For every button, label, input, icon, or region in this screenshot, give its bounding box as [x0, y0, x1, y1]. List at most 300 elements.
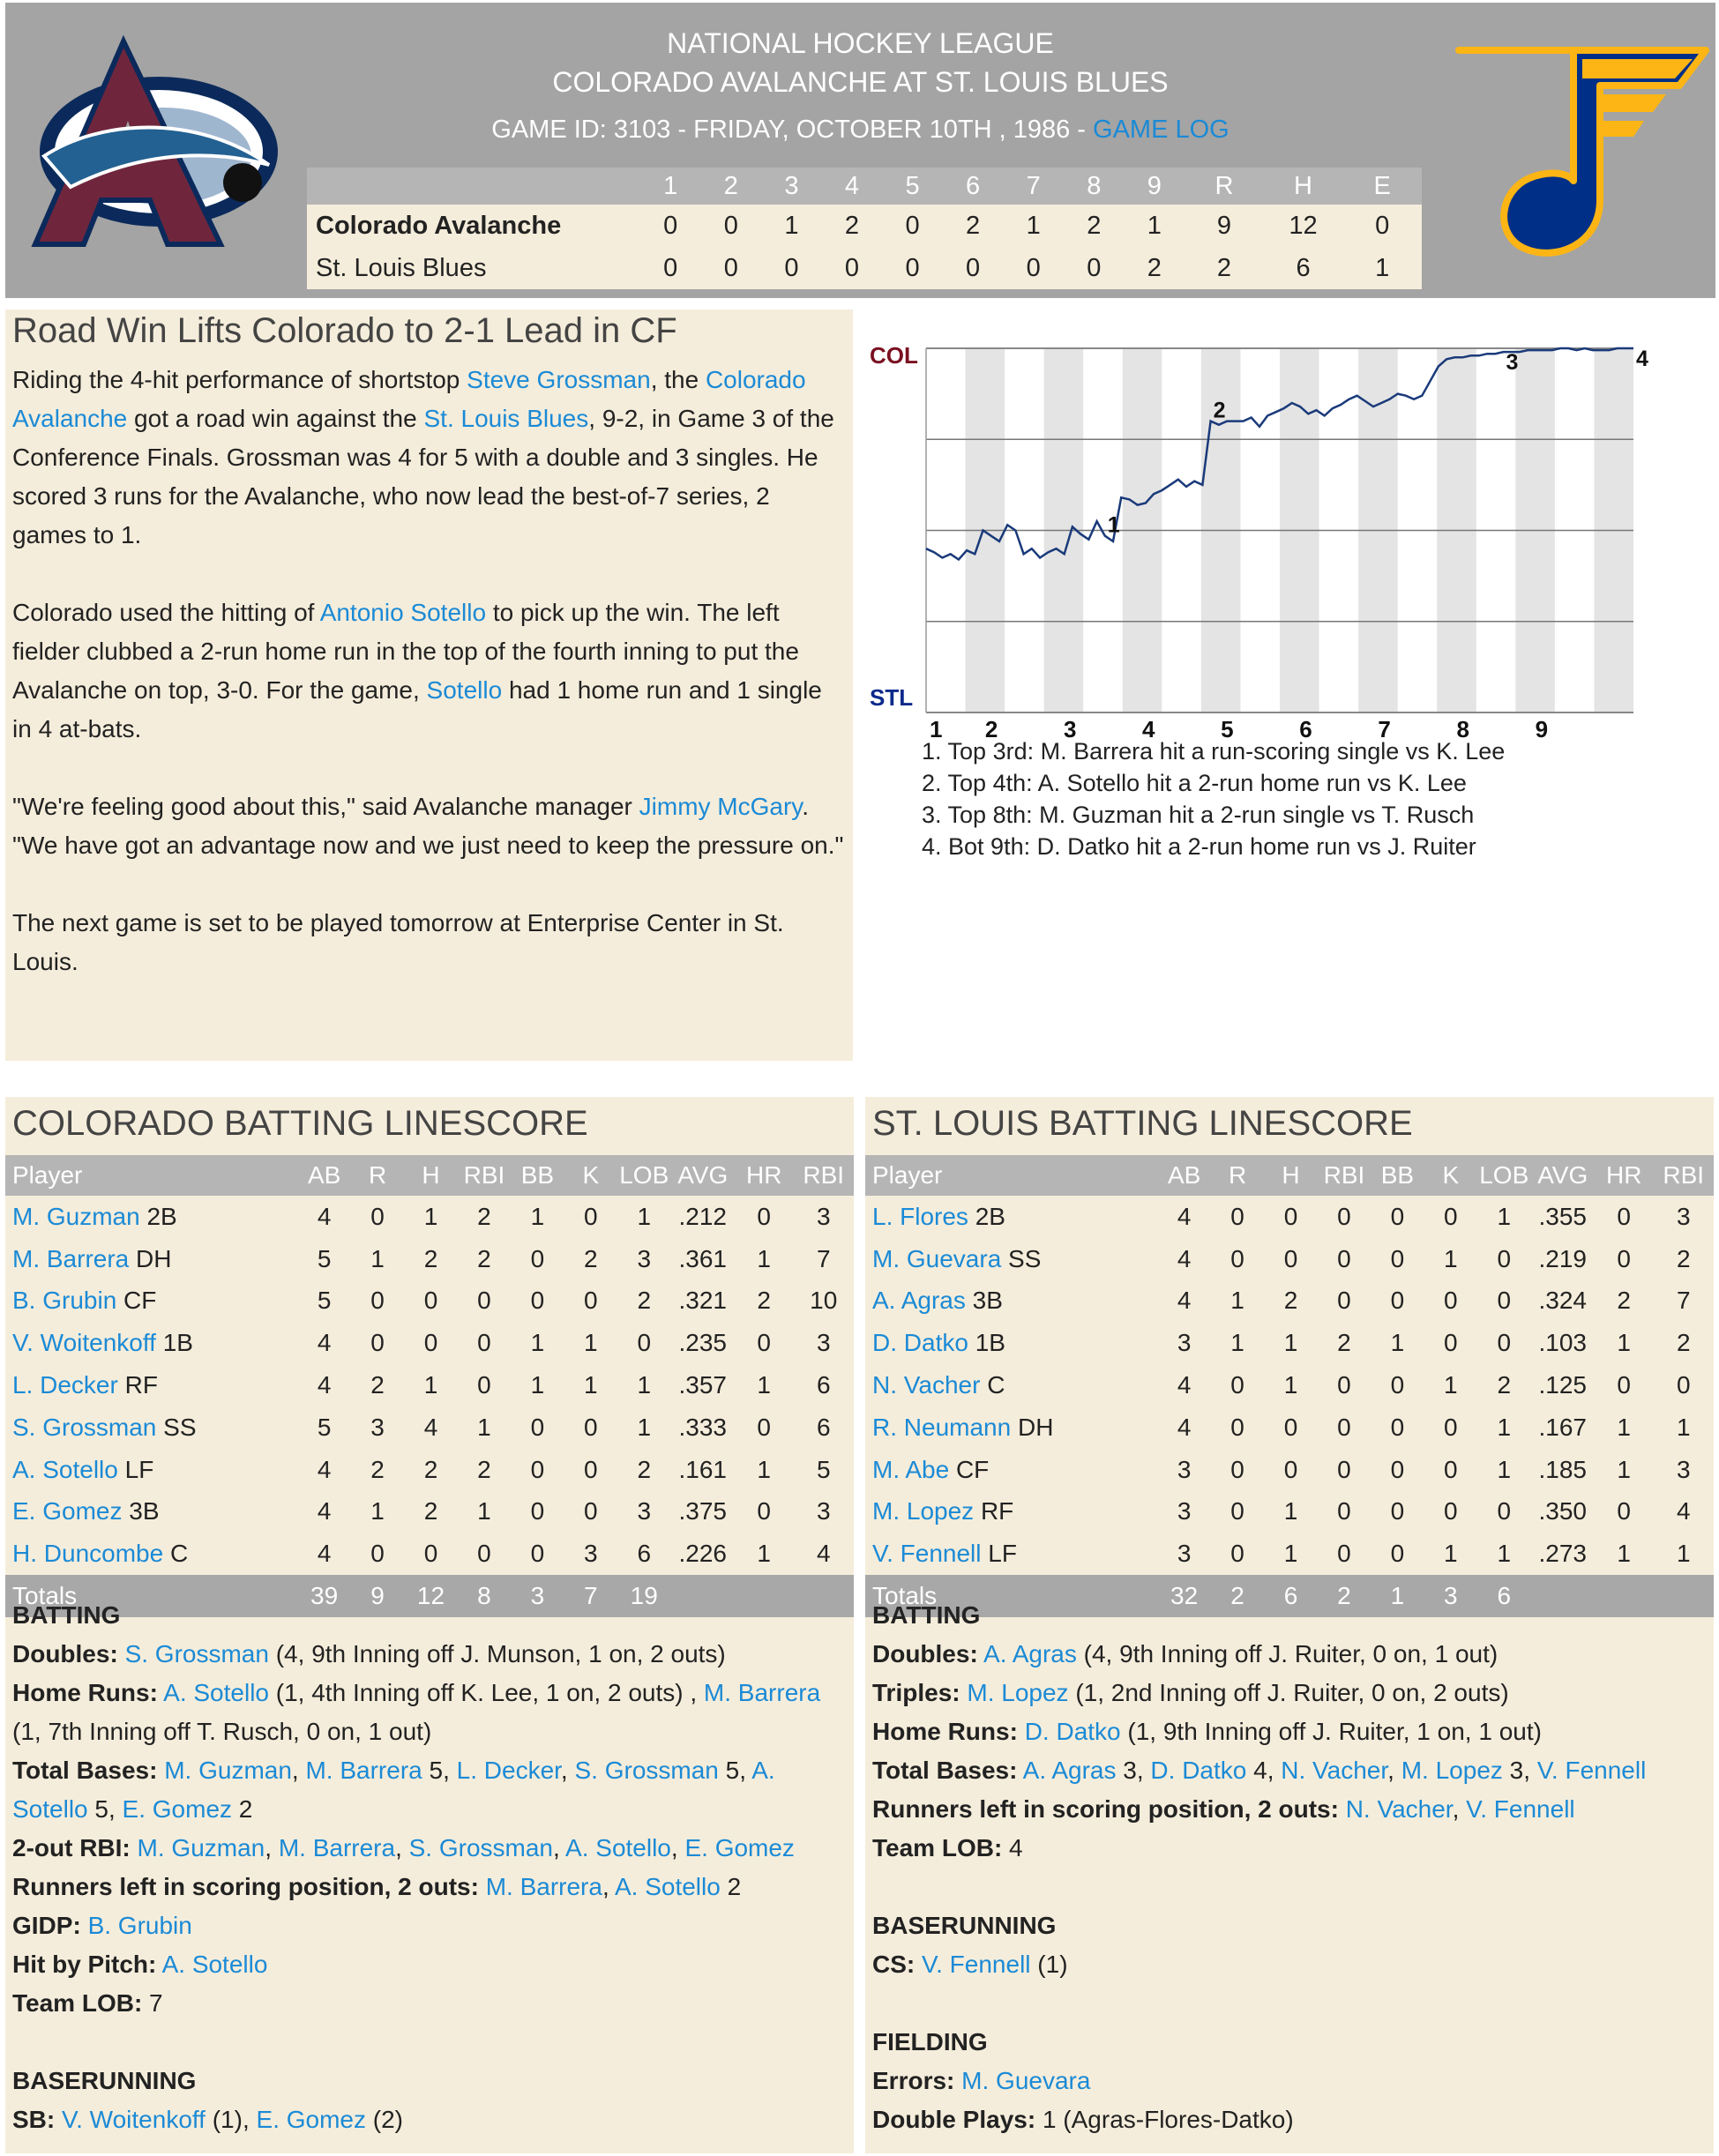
- linescore-cell: 2: [943, 205, 1004, 247]
- linescore-cell: 1: [1342, 247, 1422, 289]
- player-link[interactable]: S. Grossman: [12, 1413, 157, 1441]
- batting-stat-cell: 1: [1283, 1497, 1298, 1526]
- batting-player-row: [865, 1238, 1714, 1280]
- batting-stat-cell: 2: [757, 1287, 771, 1315]
- linescore-cell: 0: [882, 205, 943, 247]
- league-title: NATIONAL HOCKEY LEAGUE: [667, 27, 1054, 59]
- linescore-col-header: 2: [701, 168, 762, 205]
- batting-stat-cell: 0: [477, 1287, 491, 1315]
- player-link[interactable]: M. Guzman: [12, 1202, 140, 1230]
- player-link[interactable]: A. Sotello: [12, 1455, 118, 1483]
- batting-stat-cell: 0: [1337, 1455, 1351, 1483]
- chart-inning-tick: 8: [1456, 716, 1469, 742]
- batting-player-row: [5, 1533, 854, 1575]
- linescore-cell: 0: [761, 247, 822, 289]
- batting-stat-cell: 3: [1676, 1202, 1691, 1230]
- linescore-cell: 2: [1185, 247, 1264, 289]
- linescore-col-header: 5: [882, 168, 943, 205]
- chart-inning-tick: 6: [1299, 716, 1312, 742]
- batting-stat-cell: 0: [1390, 1287, 1405, 1315]
- linescore-row: [307, 205, 1422, 247]
- batting-player-cell: [865, 1364, 1157, 1406]
- player-position: 1B: [155, 1329, 193, 1357]
- batting-stat-cell: 2: [477, 1455, 491, 1483]
- player-link[interactable]: D. Datko: [1024, 1718, 1121, 1745]
- batting-stat-cell: 3: [816, 1329, 831, 1357]
- player-position: LF: [117, 1455, 154, 1483]
- batting-total-cell: 3: [1424, 1575, 1477, 1617]
- player-link[interactable]: E. Gomez: [122, 1795, 233, 1823]
- linescore-cell: 0: [882, 247, 943, 289]
- batting-total-cell: 19: [617, 1575, 670, 1617]
- notes-label: CS:: [872, 1951, 916, 1978]
- batting-player-cell: [5, 1196, 297, 1238]
- notes-section-heading: FIELDING: [872, 2028, 988, 2055]
- batting-player-cell: [5, 1238, 297, 1280]
- batting-stat-cell: 0: [1230, 1202, 1244, 1230]
- batting-stat-cell: 0: [530, 1287, 545, 1315]
- chart-inning-tick: 2: [984, 716, 998, 742]
- player-link[interactable]: N. Vacher: [1281, 1757, 1388, 1784]
- team-link-colorado[interactable]: Colorado Avalanche: [12, 366, 806, 432]
- batting-total-cell: 2: [1318, 1575, 1371, 1617]
- player-link[interactable]: A. Sotello: [565, 1834, 671, 1861]
- batting-stat-cell: 1: [1617, 1540, 1631, 1568]
- batting-stat-cell: 3: [816, 1202, 831, 1230]
- player-link[interactable]: M. Lopez: [967, 1679, 1069, 1706]
- linescore-cell: 0: [1064, 247, 1125, 289]
- player-link[interactable]: L. Decker: [456, 1757, 561, 1784]
- batting-stat-cell: 1: [530, 1202, 545, 1230]
- batting-stat-cell: 3: [1676, 1455, 1691, 1483]
- recap-paragraph-3: [12, 787, 846, 865]
- batting-player-cell: [865, 1533, 1157, 1575]
- linescore-cell: 0: [1003, 247, 1064, 289]
- batting-stat-cell: 2: [584, 1244, 598, 1272]
- player-position: CF: [116, 1287, 157, 1315]
- batting-stat-cell: 0: [584, 1202, 598, 1230]
- batting-stat-cell: 1: [757, 1371, 771, 1399]
- notes-section-heading: BASERUNNING: [872, 1912, 1057, 1939]
- batting-stat-cell: 0: [1390, 1413, 1405, 1441]
- batting-stat-cell: .333: [678, 1413, 727, 1441]
- batting-stat-cell: 0: [370, 1202, 385, 1230]
- player-link[interactable]: R. Neumann: [872, 1413, 1012, 1441]
- player-link-steve-grossman[interactable]: Steve Grossman: [467, 366, 651, 393]
- batting-stat-cell: 10: [810, 1287, 838, 1315]
- player-position: DH: [129, 1244, 172, 1272]
- batting-total-cell: 3: [511, 1575, 564, 1617]
- batting-player-row: [5, 1406, 854, 1449]
- notes-label: Doubles:: [872, 1640, 978, 1667]
- batting-stat-cell: 1: [423, 1371, 438, 1399]
- player-link[interactable]: V. Fennell: [1466, 1795, 1575, 1823]
- batting-stat-cell: 2: [637, 1287, 652, 1315]
- batting-stat-cell: 1: [757, 1244, 771, 1272]
- batting-stat-cell: 0: [530, 1244, 545, 1272]
- batting-stat-cell: 0: [1444, 1202, 1458, 1230]
- batting-stat-cell: .125: [1538, 1371, 1587, 1399]
- batting-stat-cell: 0: [1617, 1244, 1631, 1272]
- player-link[interactable]: A. Sotello: [161, 1951, 268, 1978]
- batting-stat-cell: 1: [477, 1413, 491, 1441]
- batting-stat-cell: 0: [477, 1329, 491, 1357]
- batting-stat-cell: 0: [423, 1329, 438, 1357]
- linescore-team-name: St. Louis Blues: [307, 247, 640, 289]
- linescore-row: [307, 247, 1422, 289]
- player-position: RF: [117, 1371, 158, 1399]
- batting-stat-cell: 4: [423, 1413, 438, 1441]
- notes-label: Errors:: [872, 2067, 955, 2094]
- player-link[interactable]: A. Sotello: [614, 1873, 721, 1900]
- player-link[interactable]: D. Datko: [1150, 1757, 1247, 1784]
- linescore-col-header: 6: [943, 168, 1004, 205]
- linescore-col-header: E: [1342, 168, 1422, 205]
- batting-stat-cell: 0: [1337, 1287, 1351, 1315]
- linescore-col-header: 4: [822, 168, 883, 205]
- stlouis-batting-title: ST. LOUIS BATTING LINESCORE: [872, 1104, 1413, 1143]
- linescore-col-header: 9: [1125, 168, 1185, 205]
- batting-stat-cell: .321: [678, 1287, 727, 1315]
- batting-stat-cell: 1: [637, 1202, 652, 1230]
- notes-label: GIDP:: [12, 1912, 81, 1939]
- chart-top-label: COL: [870, 342, 918, 369]
- player-position: RF: [974, 1497, 1014, 1526]
- batting-stat-cell: 0: [1390, 1455, 1405, 1483]
- player-link[interactable]: M. Barrera: [305, 1757, 422, 1784]
- recap-text: , 9-2, in Game 3 of the Conference Finals. Grossman was 4 for 5 with a double and 3 singles. He scored 3 runs for the Avalanche, who now lead the best-of-7 series, 2 games to 1.: [12, 405, 834, 548]
- batting-total-cell: 39: [297, 1575, 350, 1617]
- batting-stat-cell: 7: [816, 1244, 831, 1272]
- batting-stat-cell: 2: [423, 1497, 438, 1526]
- linescore-col-header: H: [1264, 168, 1343, 205]
- linescore-col-header: 1: [640, 168, 701, 205]
- linescore-cell: 0: [943, 247, 1004, 289]
- batting-stat-cell: .161: [678, 1455, 727, 1483]
- stlouis-batting-table: [865, 1155, 1714, 1617]
- player-link[interactable]: M. Lopez: [1401, 1757, 1503, 1784]
- batting-total-cell: 2: [1211, 1575, 1264, 1617]
- batting-stat-cell: 0: [1497, 1329, 1512, 1357]
- player-link[interactable]: V. Woitenkoff: [62, 2106, 206, 2133]
- player-link[interactable]: A. Sotello: [163, 1679, 269, 1706]
- batting-stat-cell: 3: [637, 1244, 652, 1272]
- batting-stat-cell: .324: [1538, 1287, 1587, 1315]
- player-link[interactable]: M. Guevara: [961, 2067, 1091, 2094]
- player-link[interactable]: M. Guzman: [137, 1834, 265, 1861]
- recap-text: Colorado used the hitting of: [12, 599, 320, 626]
- batting-col-header: AB: [1157, 1155, 1210, 1196]
- batting-stat-cell: 2: [1617, 1287, 1631, 1315]
- linescore-cell: 9: [1185, 205, 1264, 247]
- batting-col-header: LOB: [617, 1155, 670, 1196]
- batting-col-header: LOB: [1477, 1155, 1530, 1196]
- batting-player-row: [865, 1196, 1714, 1238]
- player-link[interactable]: M. Guzman: [164, 1757, 292, 1784]
- batting-stat-cell: 6: [816, 1371, 831, 1399]
- recap-text: got a road win against the: [127, 405, 424, 432]
- player-link[interactable]: E. Gomez: [684, 1834, 795, 1861]
- player-link[interactable]: A. Sotello: [12, 1757, 775, 1823]
- score-linescore-table: [307, 168, 1422, 289]
- game-recap: [5, 310, 853, 1061]
- batting-player-cell: [865, 1449, 1157, 1491]
- batting-stat-cell: .273: [1538, 1540, 1587, 1568]
- batting-stat-cell: 0: [1444, 1413, 1458, 1441]
- batting-col-header: RBI: [793, 1155, 854, 1196]
- player-position: 3B: [122, 1497, 160, 1526]
- batting-stat-cell: 0: [757, 1202, 771, 1230]
- player-link[interactable]: M. Barrera: [278, 1834, 396, 1861]
- player-link-antonio-sotello[interactable]: Antonio Sotello: [319, 599, 487, 626]
- notes-label: 2-out RBI:: [12, 1834, 131, 1861]
- player-link[interactable]: B. Grubin: [12, 1287, 117, 1315]
- player-link[interactable]: L. Decker: [12, 1371, 118, 1399]
- notes-label: Team LOB:: [872, 1834, 1003, 1861]
- player-link[interactable]: S. Grossman: [574, 1757, 719, 1784]
- notes-section-heading: BASERUNNING: [12, 2067, 197, 2094]
- batting-stat-cell: 3: [816, 1497, 831, 1526]
- batting-stat-cell: 6: [637, 1540, 652, 1568]
- batting-stat-cell: 0: [1444, 1329, 1458, 1357]
- batting-stat-cell: 0: [1444, 1455, 1458, 1483]
- batting-stat-cell: 0: [1497, 1497, 1512, 1526]
- player-link[interactable]: M. Barrera: [485, 1873, 602, 1900]
- batting-stat-cell: 0: [477, 1540, 491, 1568]
- player-link[interactable]: S. Grossman: [124, 1640, 269, 1667]
- batting-stat-cell: 1: [1497, 1455, 1512, 1483]
- player-link[interactable]: M. Barrera: [12, 1244, 130, 1272]
- batting-player-row: [865, 1406, 1714, 1449]
- team-link-st-louis[interactable]: St. Louis Blues: [423, 405, 589, 432]
- linescore-cell: 2: [1125, 247, 1185, 289]
- player-position: DH: [1011, 1413, 1054, 1441]
- batting-total-cell: 12: [404, 1575, 457, 1617]
- linescore-col-header: 8: [1064, 168, 1125, 205]
- batting-stat-cell: 4: [317, 1329, 332, 1357]
- matchup-title: COLORADO AVALANCHE AT ST. LOUIS BLUES: [552, 66, 1169, 98]
- player-position: 2B: [139, 1202, 177, 1230]
- player-position: CF: [949, 1455, 990, 1483]
- batting-stat-cell: 4: [1177, 1287, 1192, 1315]
- batting-stat-cell: 0: [530, 1455, 545, 1483]
- batting-player-row: [865, 1280, 1714, 1323]
- batting-player-row: [865, 1533, 1714, 1575]
- batting-stat-cell: 0: [370, 1329, 385, 1357]
- stlouis-batting-panel: [865, 1097, 1714, 2153]
- batting-col-header: H: [1264, 1155, 1317, 1196]
- linescore-col-header: R: [1185, 168, 1264, 205]
- player-link[interactable]: M. Abe: [872, 1455, 950, 1483]
- batting-stat-cell: .375: [678, 1497, 727, 1526]
- batting-stat-cell: 1: [1497, 1540, 1512, 1568]
- batting-player-cell: [5, 1491, 297, 1533]
- player-position: 1B: [968, 1329, 1005, 1357]
- player-position: C: [163, 1540, 189, 1568]
- linescore-cell: 1: [761, 205, 822, 247]
- player-link[interactable]: N. Vacher: [1345, 1795, 1453, 1823]
- manager-link-jimmy-mcgary[interactable]: Jimmy McGary: [639, 793, 803, 820]
- player-link[interactable]: V. Fennell: [922, 1951, 1031, 1978]
- batting-header-row: [865, 1155, 1714, 1196]
- recap-text: . "We have got an advantage now and we just need to keep the pressure on.": [12, 793, 844, 859]
- player-link[interactable]: M. Lopez: [872, 1497, 975, 1526]
- batting-stat-cell: 0: [1283, 1202, 1298, 1230]
- batting-col-header: H: [404, 1155, 457, 1196]
- batting-stat-cell: 5: [317, 1244, 332, 1272]
- player-link[interactable]: L. Flores: [872, 1202, 968, 1230]
- batting-stat-cell: 3: [370, 1413, 385, 1441]
- batting-stat-cell: 0: [1390, 1371, 1405, 1399]
- batting-stat-cell: .361: [678, 1244, 727, 1272]
- batting-stat-cell: .185: [1538, 1455, 1587, 1483]
- batting-stat-cell: .226: [678, 1540, 727, 1568]
- recap-paragraph-2: [12, 593, 846, 749]
- batting-stat-cell: 0: [1444, 1287, 1458, 1315]
- batting-stat-cell: 0: [1283, 1413, 1298, 1441]
- linescore-col-header: 3: [761, 168, 822, 205]
- batting-stat-cell: 4: [1177, 1371, 1192, 1399]
- batting-stat-cell: 4: [1177, 1202, 1192, 1230]
- batting-stat-cell: 0: [1390, 1497, 1405, 1526]
- batting-stat-cell: 3: [1177, 1540, 1192, 1568]
- linescore-cell: 0: [701, 247, 762, 289]
- batting-player-cell: [5, 1364, 297, 1406]
- recap-text: to pick up the win. The left fielder clubbed a 2-run home run in the top of the fourth inning to put the Avalanche on top, 3-0. For the game,: [12, 599, 799, 704]
- batting-col-header: K: [1424, 1155, 1477, 1196]
- linescore-cell: 2: [822, 205, 883, 247]
- batting-player-cell: [5, 1280, 297, 1323]
- batting-player-cell: [865, 1280, 1157, 1323]
- notes-label: Team LOB:: [12, 1989, 143, 2017]
- chart-inning-tick: 9: [1535, 716, 1549, 742]
- batting-stat-cell: 2: [1497, 1371, 1512, 1399]
- batting-stat-cell: 4: [317, 1497, 332, 1526]
- batting-stat-cell: 0: [1676, 1371, 1691, 1399]
- player-link[interactable]: V. Fennell: [1536, 1757, 1647, 1784]
- batting-stat-cell: 1: [370, 1244, 385, 1272]
- batting-player-cell: [5, 1533, 297, 1575]
- player-link[interactable]: M. Barrera: [703, 1679, 821, 1706]
- batting-stat-cell: 1: [584, 1329, 598, 1357]
- batting-stat-cell: 1: [1676, 1540, 1691, 1568]
- player-link[interactable]: E. Gomez: [256, 2106, 366, 2133]
- batting-stat-cell: 1: [637, 1371, 652, 1399]
- linescore-cell: 6: [1264, 247, 1343, 289]
- batting-stat-cell: 2: [1676, 1244, 1691, 1272]
- game-log-link[interactable]: GAME LOG: [1093, 116, 1229, 144]
- batting-stat-cell: 0: [1497, 1287, 1512, 1315]
- chart-note: 1. Top 3rd: M. Barrera hit a run-scoring single vs K. Lee: [922, 738, 1506, 765]
- player-position: LF: [981, 1540, 1017, 1568]
- batting-col-header: R: [1211, 1155, 1264, 1196]
- recap-text: Riding the 4-hit performance of shortstop: [12, 366, 467, 393]
- player-link-sotello[interactable]: Sotello: [426, 676, 503, 704]
- chart-inning-tick: 7: [1378, 716, 1391, 742]
- player-link[interactable]: A. Agras: [872, 1287, 966, 1315]
- batting-stat-cell: .212: [678, 1202, 727, 1230]
- batting-stat-cell: 5: [317, 1287, 332, 1315]
- linescore-header-row: [307, 168, 1422, 205]
- batting-stat-cell: 7: [1676, 1287, 1691, 1315]
- player-link[interactable]: B. Grubin: [87, 1912, 192, 1939]
- batting-stat-cell: 2: [370, 1371, 385, 1399]
- chart-inning-tick: 1: [930, 716, 943, 742]
- player-link[interactable]: A. Agras: [1022, 1757, 1117, 1784]
- recap-headline: Road Win Lifts Colorado to 2-1 Lead in CF: [12, 311, 677, 350]
- chart-note: 3. Top 8th: M. Guzman hit a 2-run single vs T. Rusch: [922, 802, 1475, 828]
- batting-col-header: BB: [1371, 1155, 1424, 1196]
- batting-stat-cell: 2: [370, 1455, 385, 1483]
- batting-stat-cell: 0: [1337, 1202, 1351, 1230]
- batting-stat-cell: 0: [584, 1497, 598, 1526]
- batting-stat-cell: 3: [1177, 1497, 1192, 1526]
- linescore-cell: 2: [1064, 205, 1125, 247]
- batting-stat-cell: 0: [530, 1413, 545, 1441]
- player-link[interactable]: M. Guevara: [872, 1244, 1002, 1272]
- batting-stat-cell: 0: [757, 1413, 771, 1441]
- player-position: 3B: [965, 1287, 1003, 1315]
- batting-stat-cell: 0: [584, 1413, 598, 1441]
- chart-inning-tick: 3: [1063, 716, 1077, 742]
- game-header: [5, 3, 1715, 298]
- batting-stat-cell: .103: [1538, 1329, 1587, 1357]
- notes-label: Home Runs:: [872, 1718, 1018, 1745]
- batting-player-cell: [5, 1449, 297, 1491]
- game-id-date: GAME ID: 3103 - FRIDAY, OCTOBER 10TH , 1986 -: [491, 116, 1094, 144]
- batting-total-cell: 7: [564, 1575, 617, 1617]
- notes-label: Runners left in scoring position, 2 outs:: [872, 1795, 1339, 1823]
- player-link[interactable]: D. Datko: [872, 1329, 968, 1357]
- player-link[interactable]: V. Woitenkoff: [12, 1329, 156, 1357]
- player-link[interactable]: E. Gomez: [12, 1497, 123, 1526]
- player-link[interactable]: A. Agras: [983, 1640, 1077, 1667]
- notes-label: Home Runs:: [12, 1679, 158, 1706]
- batting-stat-cell: 4: [317, 1371, 332, 1399]
- batting-player-cell: [865, 1406, 1157, 1449]
- chart-event-marker: 1: [1107, 512, 1120, 538]
- notes-label: Runners left in scoring position, 2 outs:: [12, 1873, 479, 1900]
- batting-player-cell: [5, 1322, 297, 1364]
- colorado-batting-title: COLORADO BATTING LINESCORE: [12, 1104, 588, 1143]
- batting-stat-cell: 0: [477, 1371, 491, 1399]
- batting-stat-cell: 1: [423, 1202, 438, 1230]
- batting-total-cell: 6: [1264, 1575, 1317, 1617]
- batting-stat-cell: 2: [477, 1244, 491, 1272]
- colorado-batting-panel: [5, 1097, 854, 2153]
- batting-stat-cell: 0: [1337, 1244, 1351, 1272]
- batting-stat-cell: 0: [1230, 1497, 1244, 1526]
- st-louis-blues-logo: [1441, 33, 1715, 262]
- batting-player-row: [5, 1364, 854, 1406]
- batting-stat-cell: 4: [1676, 1497, 1691, 1526]
- batting-stat-cell: 1: [530, 1329, 545, 1357]
- batting-stat-cell: 0: [530, 1540, 545, 1568]
- batting-stat-cell: 4: [1177, 1413, 1192, 1441]
- player-link[interactable]: S. Grossman: [408, 1834, 554, 1861]
- batting-stat-cell: 0: [1497, 1244, 1512, 1272]
- player-link[interactable]: V. Fennell: [872, 1540, 982, 1568]
- linescore-team-name: Colorado Avalanche: [307, 205, 640, 247]
- batting-stat-cell: 1: [1497, 1413, 1512, 1441]
- player-link[interactable]: H. Duncombe: [12, 1540, 164, 1568]
- batting-stat-cell: 1: [1617, 1413, 1631, 1441]
- player-link[interactable]: N. Vacher: [872, 1371, 981, 1399]
- batting-stat-cell: 0: [1337, 1540, 1351, 1568]
- batting-player-row: [5, 1491, 854, 1533]
- batting-stat-cell: 1: [530, 1371, 545, 1399]
- batting-stat-cell: 0: [584, 1287, 598, 1315]
